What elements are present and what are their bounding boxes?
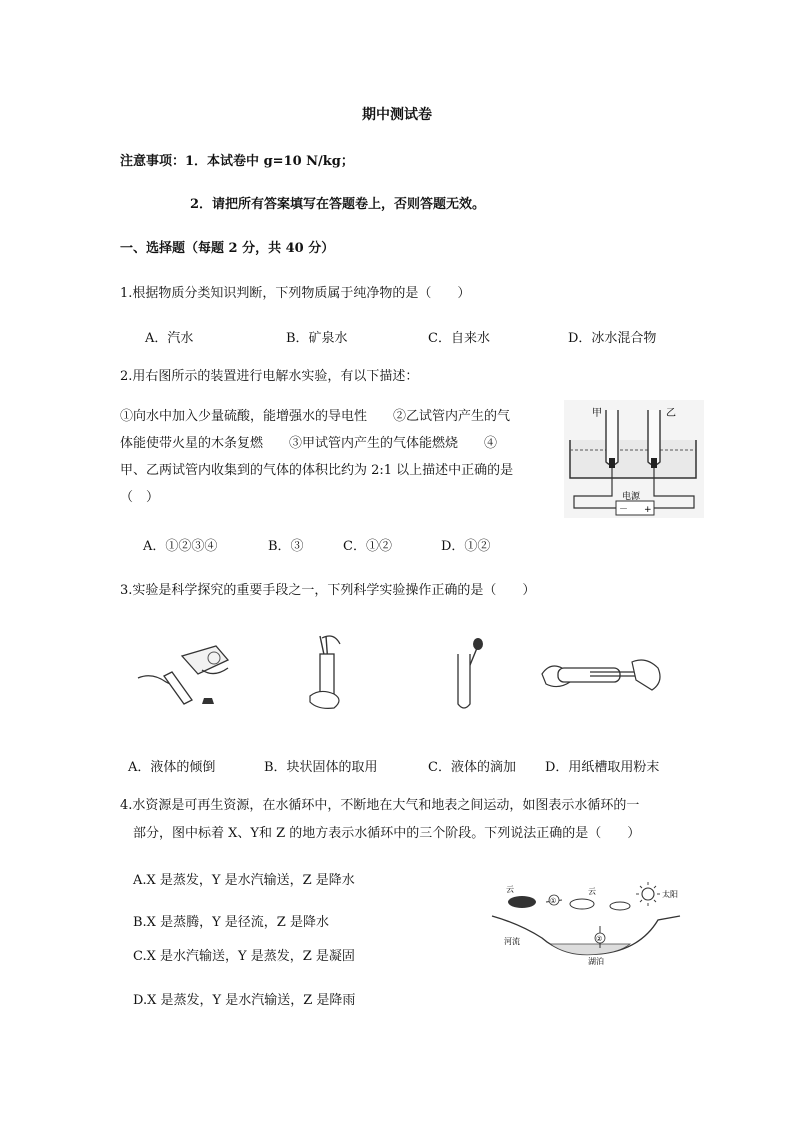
marker2: ②	[596, 935, 603, 943]
horizontal-test-tube	[558, 668, 620, 682]
page-title: 期中测试卷	[362, 107, 432, 123]
water-tank	[570, 440, 696, 478]
figure-drop-liquid	[450, 638, 490, 714]
stopper	[202, 698, 214, 704]
q2-desc-line4: （ ）	[120, 490, 160, 505]
electrolysis-apparatus-figure	[564, 400, 704, 518]
q2-option-b: B．③	[268, 539, 304, 554]
hand-upper	[322, 636, 340, 644]
minus-sign: －	[619, 505, 629, 515]
plus-sign: +	[644, 505, 652, 515]
q1-option-b: B．矿泉水	[286, 331, 348, 346]
q2-stem: 2.用右图所示的装置进行电解水实验，有以下描述：	[120, 369, 419, 384]
cloud-light	[570, 899, 594, 909]
q1-option-a: A．汽水	[145, 331, 194, 346]
hand-lower	[310, 691, 339, 708]
sun-label: 太阳	[662, 890, 678, 899]
hand-right	[632, 660, 660, 690]
q4-option-a: A.X 是蒸发，Y 是水汽输送，Z 是降水	[133, 873, 355, 888]
notice-line1: 注意事项：1．本试卷中 g=10 N/kg；	[120, 154, 354, 169]
marker1: ①	[550, 897, 557, 905]
q3-option-c: C．液体的滴加	[428, 760, 516, 775]
q4-stem-line1: 4.水资源是可再生资源，在水循环中，不断地在大气和地表之间运动，如图表示水循环的一	[120, 798, 640, 813]
cloud-light-2	[610, 902, 630, 910]
dropper-bulb	[473, 638, 483, 650]
river-label: 河流	[504, 937, 520, 946]
q2-desc-line1: ①向水中加入少量硫酸，能增强水的导电性 ②乙试管内产生的气	[120, 409, 511, 424]
q2-option-a: A．①②③④	[143, 539, 218, 554]
test-tube	[164, 672, 192, 704]
test-tube-yi	[648, 410, 660, 465]
dark-cloud	[508, 896, 536, 908]
test-tube-jia	[606, 410, 618, 465]
figure-pour-liquid	[136, 638, 236, 710]
q1-option-d: D．冰水混合物	[568, 331, 657, 346]
q2-desc-line2: 体能使带火星的木条复燃 ③甲试管内产生的气体能燃烧 ④	[120, 436, 498, 451]
q1-option-c: C．自来水	[428, 331, 490, 346]
notice-line2: 2．请把所有答案填写在答题卷上，否则答题无效。	[190, 197, 486, 212]
test-tube	[458, 654, 470, 708]
q4-option-d: D.X 是蒸发，Y 是水汽输送，Z 是降雨	[133, 993, 356, 1008]
q3-option-a: A．液体的倾倒	[128, 760, 216, 775]
label-jia: 甲	[592, 408, 602, 419]
q2-option-c: C．①②	[343, 539, 392, 554]
q3-option-b: B．块状固体的取用	[264, 760, 378, 775]
q2-option-d: D．①②	[441, 539, 491, 554]
label-yi: 乙	[666, 408, 676, 419]
electrode-left	[609, 458, 615, 468]
figure-block-solid	[304, 634, 352, 712]
q1-stem: 1.根据物质分类知识判断，下列物质属于纯净物的是（ ）	[120, 286, 471, 301]
q3-option-d: D．用纸槽取用粉末	[545, 760, 660, 775]
q4-option-b: B.X 是蒸腾，Y 是径流，Z 是降水	[133, 915, 329, 930]
q3-stem: 3.实验是科学探究的重要手段之一，下列科学实验操作正确的是（ ）	[120, 583, 536, 598]
cloud2-label: 云	[588, 887, 596, 896]
q4-option-c: C.X 是水汽输送，Y 是蒸发，Z 是凝固	[133, 949, 355, 964]
electrode-right	[651, 458, 657, 468]
section-heading: 一、选择题（每题 2 分，共 40 分）	[120, 241, 335, 256]
water-cycle-figure	[490, 880, 682, 974]
q4-stem-line2: 部分，图中标着 X、Y和 Z 的地方表示水循环中的三个阶段。下列说法正确的是（ ）	[133, 826, 641, 841]
test-tube	[320, 654, 334, 694]
figure-paper-trough	[540, 652, 664, 698]
lake-label: 湖泊	[588, 957, 604, 966]
sun-icon	[642, 888, 654, 900]
cloud1-label: 云	[506, 885, 514, 894]
q2-desc-line3: 甲、乙两试管内收集到的气体的体积比约为 2:1 以上描述中正确的是	[120, 463, 514, 478]
reagent-bottle	[182, 646, 228, 674]
lake-water	[550, 944, 630, 955]
power-label: 电源	[622, 492, 641, 502]
